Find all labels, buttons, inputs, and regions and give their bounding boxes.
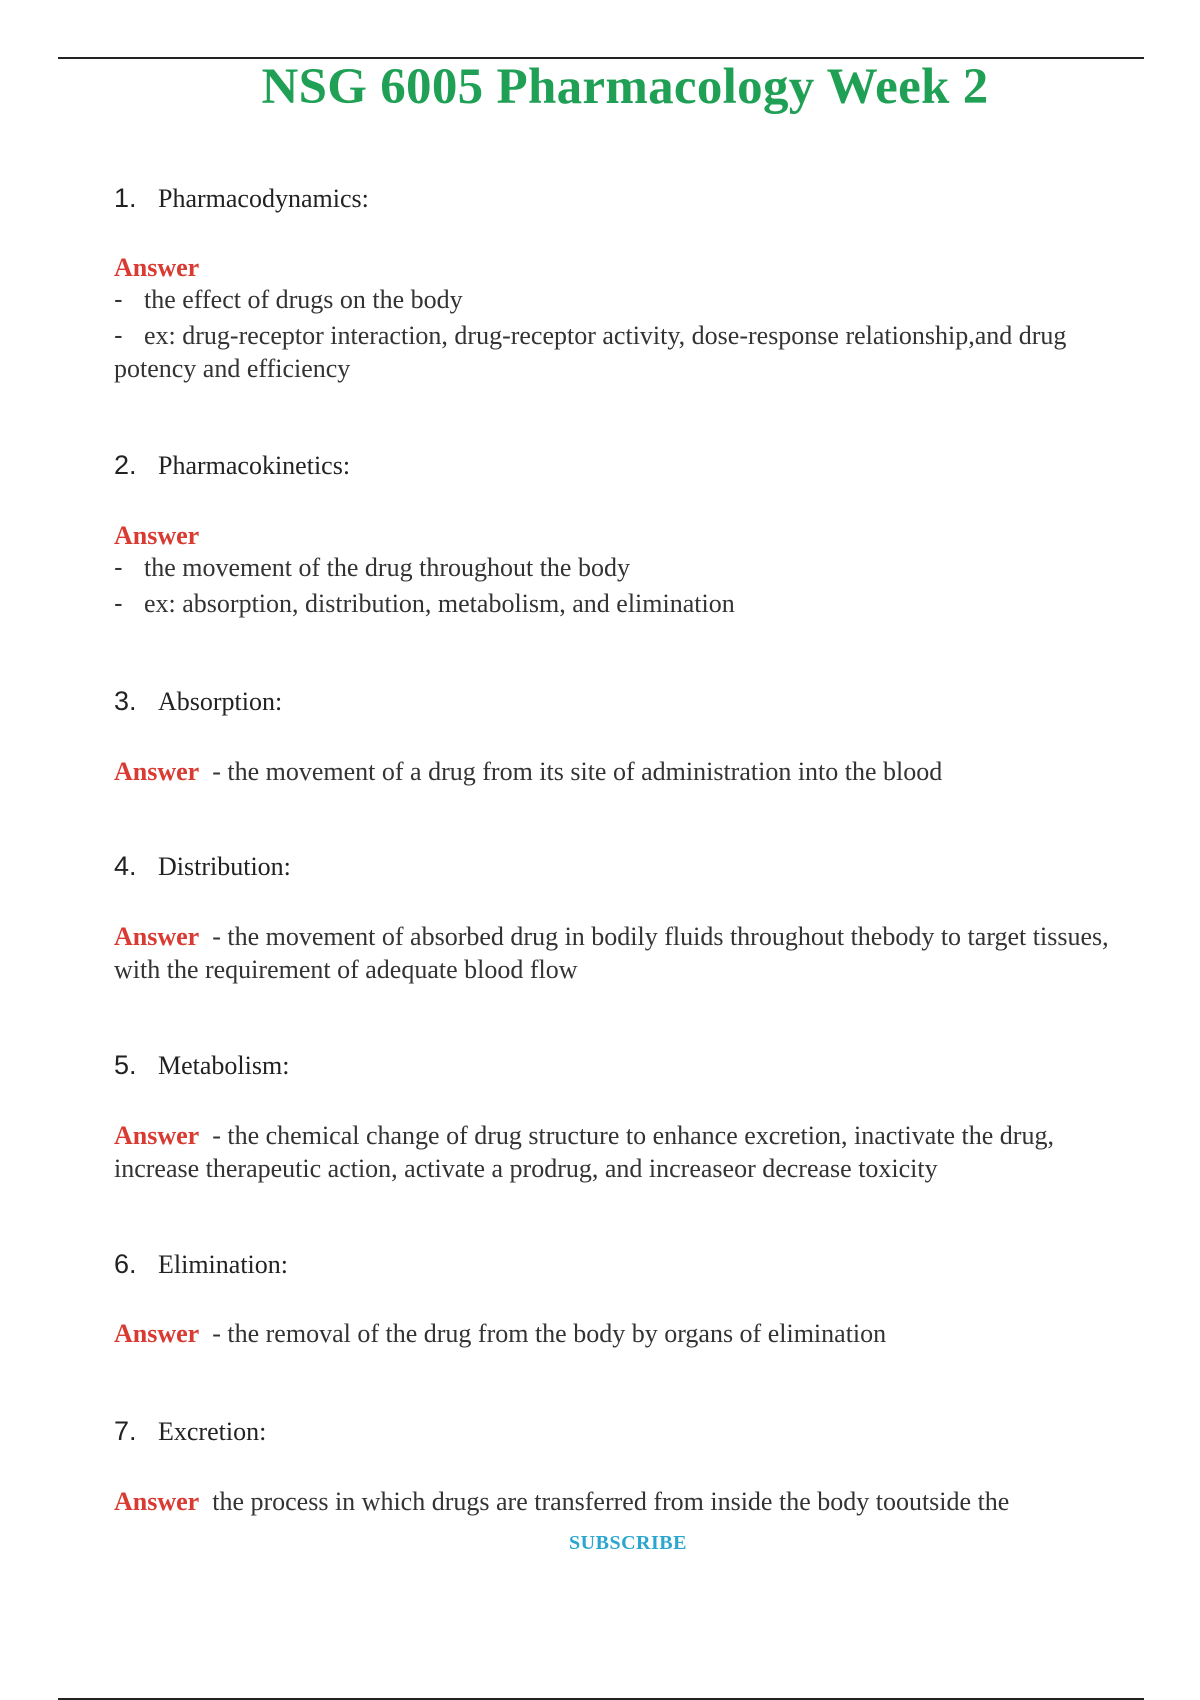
- question-term: Excretion:: [158, 1417, 267, 1446]
- question-5: [114, 1050, 289, 1081]
- question-number: 7.: [114, 1416, 137, 1446]
- answer-label: Answer: [114, 922, 200, 951]
- answer-1-bullet-2: [114, 319, 1144, 385]
- question-term: Distribution:: [158, 852, 291, 881]
- question-term: Pharmacokinetics:: [158, 451, 351, 480]
- dash-icon: -: [114, 588, 123, 618]
- question-term: Elimination:: [158, 1250, 288, 1279]
- page-title: NSG 6005 Pharmacology Week 2: [261, 59, 989, 115]
- answer-label: Answer: [114, 1487, 200, 1516]
- answer-text: - the movement of a drug from its site of administration into the blood: [212, 757, 943, 786]
- question-term: Metabolism:: [158, 1051, 290, 1080]
- answer-6: [114, 1317, 1144, 1350]
- question-3: [114, 686, 282, 717]
- answer-label-1: [114, 251, 1144, 284]
- answer-1-bullet-1: [114, 283, 1144, 316]
- answer-4: [114, 920, 1144, 986]
- answer-2-bullet-1: [114, 551, 1144, 584]
- question-6: [114, 1249, 288, 1280]
- answer-label-2: [114, 519, 1144, 552]
- bullet-text: the movement of the drug throughout the body: [144, 553, 630, 582]
- subscribe-link[interactable]: SUBSCRIBE: [569, 1532, 687, 1554]
- question-number: 4.: [114, 851, 137, 881]
- answer-3: [114, 755, 1144, 788]
- question-number: 1.: [114, 183, 137, 213]
- answer-label: Answer: [114, 1319, 200, 1348]
- bullet-text: the effect of drugs on the body: [144, 285, 463, 314]
- bullet-text: ex: absorption, distribution, metabolism, and elimination: [144, 589, 735, 618]
- question-number: 2.: [114, 450, 137, 480]
- dash-icon: -: [114, 284, 123, 314]
- question-4: [114, 851, 291, 882]
- answer-label: Answer: [114, 253, 200, 282]
- question-number: 3.: [114, 686, 137, 716]
- dash-icon: -: [114, 320, 123, 350]
- question-term: Absorption:: [158, 687, 283, 716]
- question-2: [114, 450, 350, 481]
- answer-text: - the movement of absorbed drug in bodily fluids throughout thebody to target tissues, with the requirement of adequate blood flow: [114, 922, 1109, 984]
- dash-icon: -: [114, 552, 123, 582]
- question-1: [114, 183, 369, 214]
- answer-label: Answer: [114, 757, 200, 786]
- answer-text: - the removal of the drug from the body by organs of elimination: [212, 1319, 887, 1348]
- answer-label: Answer: [114, 521, 200, 550]
- answer-7: [114, 1485, 1144, 1518]
- answer-5: [114, 1119, 1144, 1185]
- answer-label: Answer: [114, 1121, 200, 1150]
- question-term: Pharmacodynamics:: [158, 184, 369, 213]
- answer-text: the process in which drugs are transferred from inside the body tooutside the: [212, 1487, 1010, 1516]
- answer-2-bullet-2: [114, 587, 1144, 620]
- answer-text: - the chemical change of drug structure to enhance excretion, inactivate the drug, increase therapeutic action, activate a prodrug, and increaseor decrease toxicity: [114, 1121, 1054, 1183]
- question-7: [114, 1416, 266, 1447]
- question-number: 6.: [114, 1249, 137, 1279]
- bullet-text: ex: drug-receptor interaction, drug-receptor activity, dose-response relationship,and drug potency and efficiency: [114, 321, 1067, 383]
- question-number: 5.: [114, 1050, 137, 1080]
